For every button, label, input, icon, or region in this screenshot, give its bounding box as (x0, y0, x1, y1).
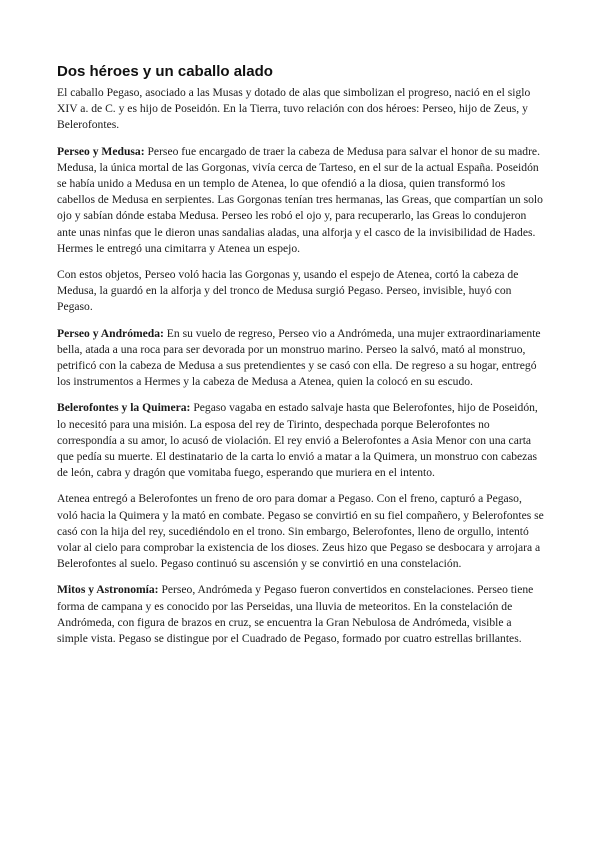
document-title: Dos héroes y un caballo alado (57, 63, 273, 80)
paragraph-lead: Perseo y Andrómeda: (57, 326, 164, 340)
paragraph-lead: Perseo y Medusa: (57, 144, 145, 158)
paragraph-atenea-freno (57, 491, 545, 572)
paragraph-perseo-objetos (57, 267, 545, 316)
paragraph-lead: Belerofontes y la Quimera: (57, 401, 191, 415)
paragraph-belerofontes-quimera (57, 400, 545, 481)
paragraph-text: En su vuelo de regreso, Perseo vio a Andrómeda, una mujer extraordinariamente bella, atada a una roca para ser devorada por un monstruo marino. Perseo la salvó, mató al monstruo, petrificó con la cabeza de Medusa a sus pretendientes y se casó con ella. De regreso a su hogar, entregó los instrumentos a Hermes y la cabeza de Medusa a Atenea, quien la colocó en su escudo. (57, 326, 541, 389)
paragraph-text: Atenea entregó a Belerofontes un freno de oro para domar a Pegaso. Con el freno, capturó a Pegaso, voló hacia la Quimera y la mató en combate. Pegaso se convirtió en su fiel compañero, y Belerofontes se casó con la hija del rey, sucediéndolo en el trono. Sin embargo, Belerofontes, lleno de orgullo, intentó volar al cielo para comprobar la existencia de los dioses. Zeus hizo que Pegaso se desbocara y arrojara a Belerofontes al suelo. Pegaso continuó su ascensión y se convirtió en una constelación. (57, 492, 544, 571)
paragraph-mitos-astronomia (57, 582, 545, 647)
paragraph-text: Pegaso vagaba en estado salvaje hasta que Belerofontes, hijo de Poseidón, lo necesitó para una misión. La esposa del rey de Tirinto, despechada porque Belerofontes no correspondía a su amor, lo acusó de violación. El rey envió a Belerofontes a Asia Menor con una carta que pedía su muerte. El destinatario de la carta lo envió a matar a la Quimera, un monstruo con cabezas de león, cabra y dragón que vomitaba fuego, esperando que muriera en el intento. (57, 401, 538, 480)
paragraph-perseo-andromeda (57, 326, 545, 391)
paragraph-text: Con estos objetos, Perseo voló hacia las Gorgonas y, usando el espejo de Atenea, cortó la cabeza de Medusa, la guardó en la alforja y del tronco de Medusa surgió Pegaso. Perseo, invisible, huyó con Pegaso. (57, 268, 519, 314)
paragraph-text: El caballo Pegaso, asociado a las Musas y dotado de alas que simbolizan el progreso, nació en el siglo XIV a. de C. y es hijo de Poseidón. En la Tierra, tuvo relación con dos héroes: Perseo, hijo de Zeus, y Belerofontes. (57, 86, 531, 132)
paragraph-text: Perseo fue encargado de traer la cabeza de Medusa para salvar el honor de su madre. Medusa, la única mortal de las Gorgonas, vivía cerca de Tarteso, en el sur de la actual España. Poseidón se había unido a Medusa en un templo de Atenea, lo que ofendió a la diosa, quien transformó los cabellos de Medusa en serpientes. Las Gorgonas tenían tres hermanas, las Greas, que compartían un solo ojo y sabían dónde estaba Medusa. Perseo les robó el ojo y, para recuperarlo, las Greas lo condujeron ante unas ninfas que le dieron unas sandalias aladas, una alforja y el casco de la invisibilidad de Hades. Hermes le entregó una cimitarra y Atenea un espejo. (57, 144, 543, 255)
document-page (57, 62, 545, 657)
paragraph-perseo-medusa (57, 144, 545, 257)
paragraph-lead: Mitos y Astronomía: (57, 583, 159, 597)
paragraph-intro (57, 85, 545, 134)
paragraph-text: Perseo, Andrómeda y Pegaso fueron convertidos en constelaciones. Perseo tiene forma de campana y es conocido por las Perseidas, una lluvia de meteoritos. En la constelación de Andrómeda, con figura de brazos en cruz, se encuentra la Gran Nebulosa de Andrómeda, visible a simple vista. Pegaso se distingue por el Cuadrado de Pegaso, formado por cuatro estrellas brillantes. (57, 583, 534, 646)
